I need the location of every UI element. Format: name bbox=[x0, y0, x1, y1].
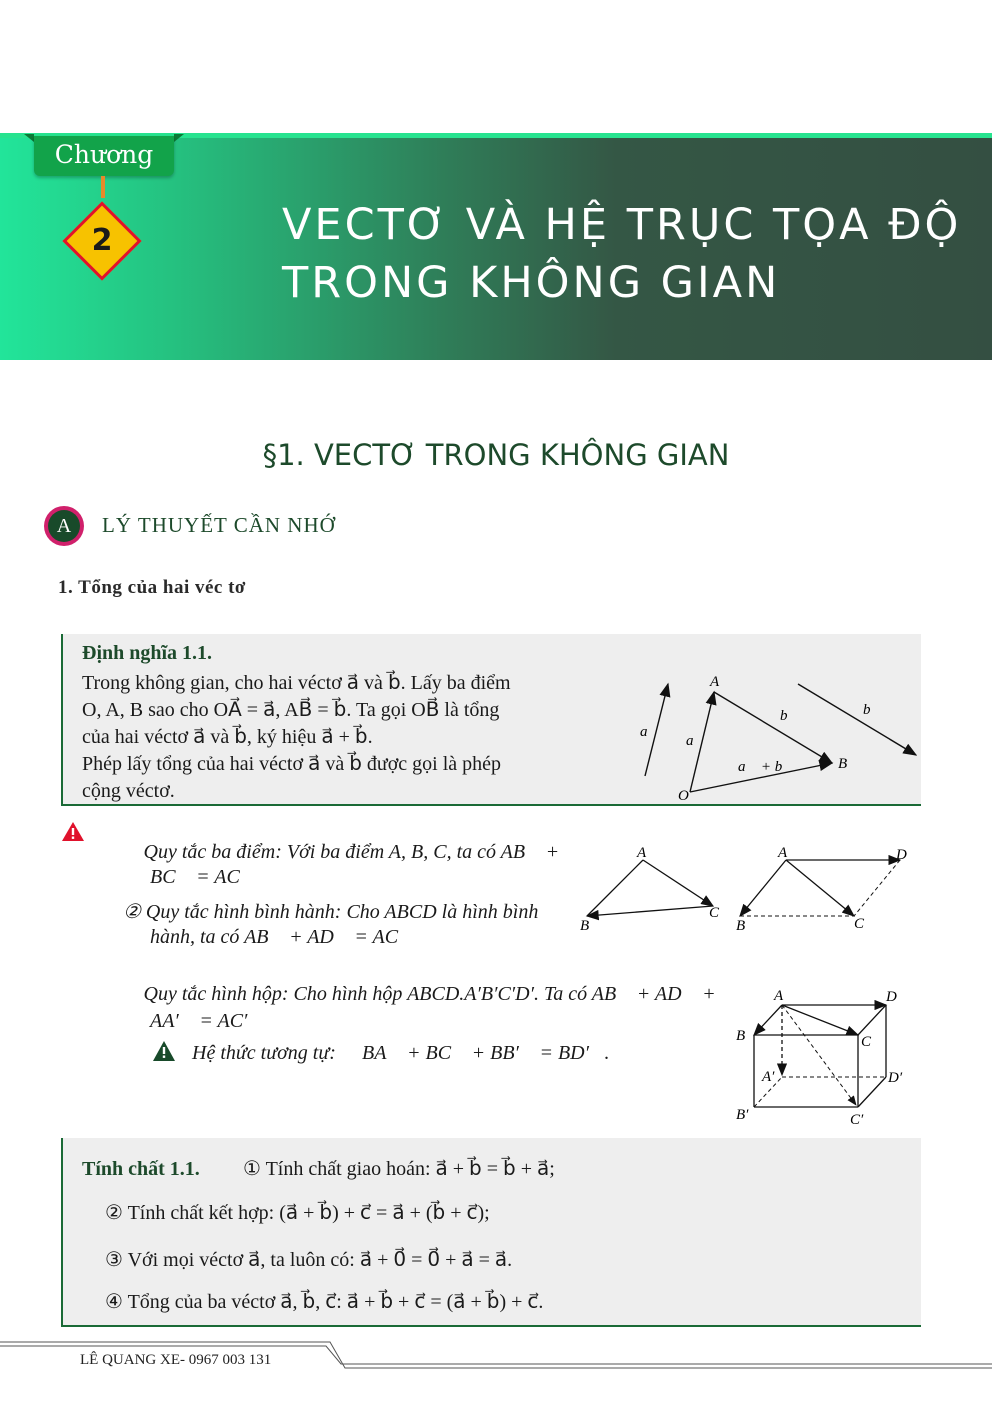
property-item: ② Tính chất kết hợp: (a⃗ + b⃗) + c⃗ = a⃗ + (b⃗ + c⃗); bbox=[105, 1202, 490, 1224]
chapter-title: VECTƠ VÀ HỆ TRỤC TỌA ĐỘ TRONG KHÔNG GIAN bbox=[282, 200, 962, 308]
box-label-D-prime: D′ bbox=[888, 1070, 903, 1086]
section-title: §1. VECTƠ TRONG KHÔNG GIAN bbox=[262, 438, 730, 472]
box-label-C-prime: C′ bbox=[850, 1112, 864, 1128]
label-a: a⃗ bbox=[640, 724, 660, 740]
rule-line: AA′⃗ = AC′⃗ bbox=[150, 1010, 263, 1032]
tri-label-B: B bbox=[580, 918, 590, 934]
box-label-B: B bbox=[736, 1028, 746, 1044]
part-title: LÝ THUYẾT CẦN NHỚ bbox=[102, 513, 336, 537]
chapter-number: 2 bbox=[91, 223, 113, 258]
property-heading: Tính chất 1.1. bbox=[82, 1158, 200, 1180]
box-label-C: C bbox=[861, 1034, 872, 1050]
rule-parallelepiped bbox=[123, 981, 743, 1035]
chapter-tab-stem bbox=[101, 176, 105, 198]
chapter-tab: Chương bbox=[34, 136, 174, 176]
box-label-D: D bbox=[886, 989, 897, 1005]
property-item: ③ Với mọi véctơ a⃗, ta luôn có: a⃗ + 0⃗ = 0⃗ + a⃗ = a⃗. bbox=[105, 1249, 513, 1271]
definition-line: Phép lấy tổng của hai véctơ a⃗ và b⃗ được gọi là phép bbox=[82, 753, 502, 775]
vector-sum-figure bbox=[630, 668, 930, 808]
rule-line: hành, ta có AB⃗ + AD⃗ = AC⃗ bbox=[150, 926, 414, 948]
par-label-A: A bbox=[778, 845, 788, 861]
tab-ribbon-left bbox=[24, 134, 34, 142]
definition-line: Trong không gian, cho hai véctơ a⃗ và b⃗. Lấy ba điểm bbox=[82, 672, 511, 694]
rule-line: BC⃗ = AC⃗ bbox=[150, 866, 256, 888]
vector-b-arrow bbox=[798, 684, 916, 755]
label-b-ab: b⃗ bbox=[780, 708, 800, 724]
similar-warning-icon bbox=[152, 1040, 176, 1062]
tri-label-C: C bbox=[709, 905, 720, 921]
box-label-A-prime: A′ bbox=[762, 1069, 775, 1085]
label-B: B bbox=[838, 756, 848, 772]
par-label-D: D bbox=[896, 847, 907, 863]
property-item: ① Tính chất giao hoán: a⃗ + b⃗ = b⃗ + a⃗; bbox=[243, 1158, 555, 1180]
subsection-heading: 1. Tổng của hai véc tơ bbox=[58, 577, 246, 598]
rule-line: ③ Quy tắc hình hộp: Cho hình hộp ABCD.A′B′C′D′. Ta có AB⃗ + AD⃗ + bbox=[123, 983, 716, 1005]
definition-line: cộng véctơ. bbox=[82, 780, 175, 802]
label-sum: a⃗ + b⃗ bbox=[738, 759, 794, 775]
label-a-oa: a⃗ bbox=[686, 733, 706, 749]
rule-three-points bbox=[123, 840, 573, 890]
definition-body bbox=[82, 670, 572, 805]
label-A: A bbox=[710, 674, 720, 690]
par-label-C: C bbox=[854, 916, 865, 932]
definition-heading: Định nghĩa 1.1. bbox=[82, 642, 213, 664]
property-item: ④ Tổng của ba véctơ a⃗, b⃗, c⃗: a⃗ + b⃗ + c⃗ = (a⃗ + b⃗) + c⃗. bbox=[105, 1291, 544, 1313]
box-label-B-prime: B′ bbox=[736, 1107, 749, 1123]
tri-label-A: A bbox=[637, 845, 647, 861]
tab-ribbon-right bbox=[174, 134, 184, 142]
label-O: O bbox=[678, 788, 689, 804]
parallelogram-figure bbox=[730, 840, 920, 935]
warning-icon bbox=[61, 820, 85, 844]
rule-line: ② Quy tắc hình bình hành: Cho ABCD là hình bình bbox=[123, 901, 539, 923]
box-label-A: A bbox=[774, 988, 784, 1004]
par-label-B: B bbox=[736, 918, 746, 934]
definition-line: của hai véctơ a⃗ và b⃗, ký hiệu a⃗ + b⃗. bbox=[82, 726, 373, 748]
similar-formula: BA⃗ + BC⃗ + BB′⃗ = BD′⃗. bbox=[362, 1042, 610, 1064]
three-point-figure bbox=[575, 840, 725, 935]
label-b: b⃗ bbox=[863, 702, 883, 718]
part-badge: A bbox=[48, 510, 80, 542]
parallelepiped-figure bbox=[730, 985, 920, 1130]
rule-line: ① Quy tắc ba điểm: Với ba điểm A, B, C, ta có AB⃗ + bbox=[123, 841, 560, 863]
rule-parallelogram bbox=[123, 900, 573, 950]
similar-label: Hệ thức tương tự: bbox=[192, 1042, 336, 1064]
footer-author: LÊ QUANG XE- 0967 003 131 bbox=[80, 1352, 272, 1368]
definition-line: O, A, B sao cho OA⃗ = a⃗, AB⃗ = b⃗. Ta gọi OB⃗ là tổng bbox=[82, 699, 500, 721]
vector-AB-arrow bbox=[714, 692, 832, 763]
